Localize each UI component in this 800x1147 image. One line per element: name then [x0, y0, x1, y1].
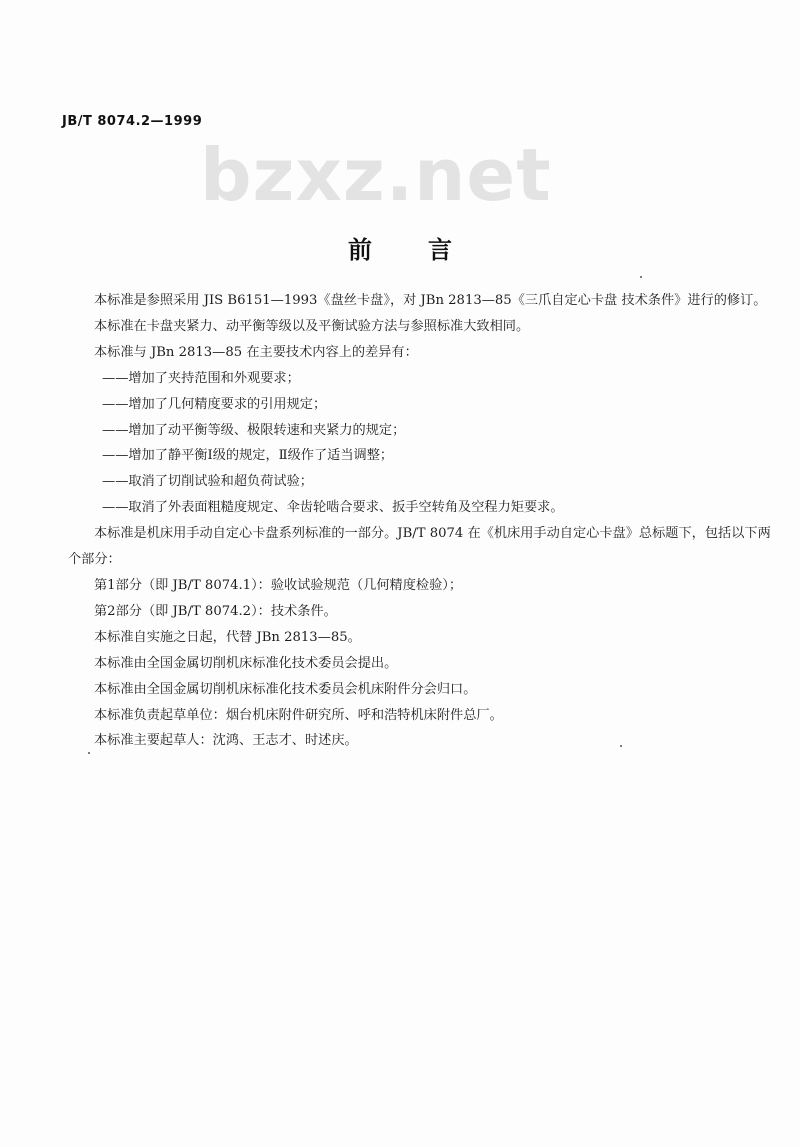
list-item: ——取消了切削试验和超负荷试验； [102, 474, 313, 490]
scan-speck [640, 276, 642, 278]
paragraph: 本标准自实施之日起，代替 JBn 2813—85。 [94, 629, 361, 645]
preface-body [68, 288, 780, 754]
list-item: ——增加了几何精度要求的引用规定； [102, 396, 327, 412]
paragraph: 本标准在卡盘夹紧力、动平衡等级以及平衡试验方法与参照标准大致相同。 [94, 318, 530, 334]
scan-speck [620, 745, 622, 747]
paragraph: 本标准是机床用手动自定心卡盘系列标准的一部分。JB/T 8074 在《机床用手动自定心卡盘》总标题下，包括以下两个部分： [68, 526, 771, 568]
paragraph: 第1部分（即 JB/T 8074.1）：验收试验规范（几何精度检验）； [94, 577, 463, 593]
scan-speck [88, 752, 90, 754]
list-item: ——取消了外表面粗糙度规定、伞齿轮啮合要求、扳手空转角及空程力矩要求。 [102, 500, 564, 516]
standard-code: JB/T 8074.2—1999 [62, 114, 203, 129]
list-item: ——增加了动平衡等级、极限转速和夹紧力的规定； [102, 422, 406, 438]
paragraph: 本标准是参照采用 JIS B6151—1993《盘丝卡盘》，对 JBn 2813—85《三爪自定心卡盘 技术条件》进行的修订。 [94, 293, 767, 308]
paragraph: 本标准由全国金属切削机床标准化技术委员会机床附件分会归口。 [94, 681, 477, 697]
paragraph: 本标准由全国金属切削机床标准化技术委员会提出。 [94, 655, 398, 671]
list-item: ——增加了静平衡Ⅰ级的规定，Ⅱ级作了适当调整； [102, 448, 394, 464]
list-item: ——增加了夹持范围和外观要求； [102, 370, 300, 386]
paragraph: 本标准主要起草人：沈鸿、王志才、时述庆。 [94, 733, 358, 749]
paragraph: 本标准负责起草单位：烟台机床附件研究所、呼和浩特机床附件总厂。 [94, 707, 503, 723]
page-title: 前言 [348, 236, 508, 264]
paragraph: 本标准与 JBn 2813—85 在主要技术内容上的差异有： [94, 344, 418, 360]
paragraph: 第2部分（即 JB/T 8074.2）：技术条件。 [94, 603, 337, 619]
watermark: bzxz.net [200, 133, 552, 217]
